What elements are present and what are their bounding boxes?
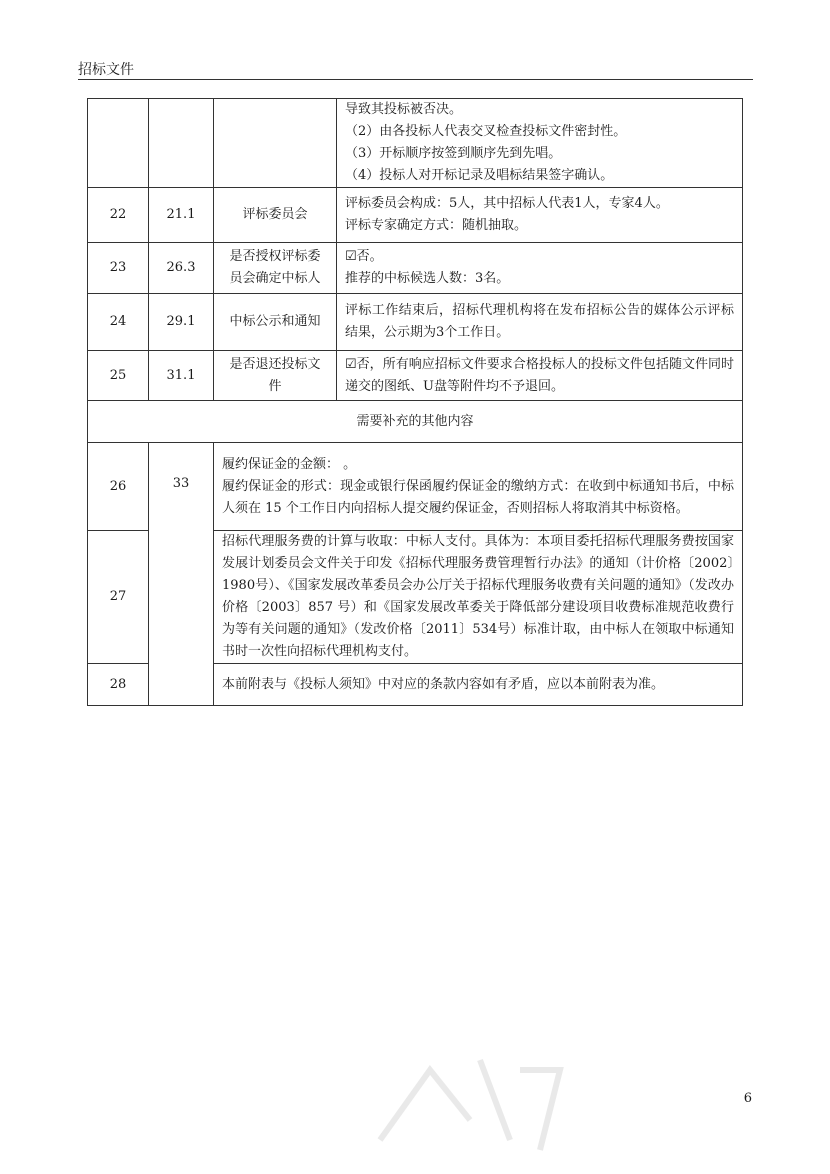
- item-content: 招标代理服务费的计算与收取：中标人支付。具体为：本项目委托招标代理服务费按国家发展计划委员会文件关于印发《招标代理服务费管理暂行办法》的通知（计价格〔2002〕1980号）、《国家发展改革委员会办公厅关于招标代理服务收费有关问题的通知》（发改办价格〔2003〕857 号）和《国家发展改革委关于降低部分建设项目收费标准规范收费行为等有关问题的通知》（发改价格〔2011〕534号）标准计取，由中标人在领取中标通知书时一次性向招标代理机构支付。: [214, 531, 743, 664]
- row-number: 27: [88, 531, 149, 664]
- table-row: [88, 188, 743, 243]
- item-name: 评标委员会: [214, 188, 337, 243]
- item-content: 本前附表与《投标人须知》中对应的条款内容如有矛盾，应以本前附表为准。: [214, 664, 743, 706]
- item-content: [337, 243, 743, 294]
- content-line: 推荐的中标候选人数：3名。: [345, 271, 510, 286]
- content-line: 评标专家确定方式：随机抽取。: [345, 218, 528, 233]
- header-rule: [78, 79, 753, 80]
- row-number: 28: [88, 664, 149, 706]
- table-row: [88, 443, 743, 531]
- document-header: 招标文件: [78, 62, 134, 78]
- content-line: 评标委员会构成：5人，其中招标人代表1人，专家4人。: [345, 196, 669, 211]
- content-line: （3）开标顺序按签到顺序先到先唱。: [345, 146, 562, 161]
- item-content: [214, 443, 743, 531]
- clause-number: 29.1: [149, 294, 214, 351]
- content-line: ☑否。: [345, 249, 383, 264]
- row-number: 23: [88, 243, 149, 294]
- item-content: [337, 188, 743, 243]
- content-line: 履约保证金的金额： 。: [222, 456, 357, 472]
- content-line: （4）投标人对开标记录及唱标结果签字确认。: [345, 168, 614, 183]
- table-row: [88, 243, 743, 294]
- row-number: 25: [88, 351, 149, 401]
- item-name-line: 是否授权评标委: [229, 249, 321, 264]
- content-line: 履约保证金的形式：现金或银行保函履约保证金的缴纳方式：在收到中标通知书后，中标人须在 15 个工作日内向招标人提交履约保证金，否则招标人将取消其中标资格。: [222, 478, 734, 516]
- tender-data-sheet-table: [87, 98, 743, 706]
- table-row: [88, 294, 743, 351]
- clause-number: 33: [149, 443, 214, 706]
- item-name-line: 件: [268, 378, 282, 394]
- row-number: 24: [88, 294, 149, 351]
- item-content: ☑否，所有响应招标文件要求合格投标人的投标文件包括随文件同时递交的图纸、U盘等附件均不予退回。: [337, 351, 743, 401]
- item-name-line: 是否退还投标文: [229, 356, 321, 372]
- clause-number: 21.1: [149, 188, 214, 243]
- item-content: [337, 99, 743, 188]
- item-content: 评标工作结束后，招标代理机构将在发布招标公告的媒体公示评标结果，公示期为3个工作日。: [337, 294, 743, 351]
- item-name-line: 员会确定中标人: [229, 271, 321, 286]
- item-name: [214, 243, 337, 294]
- section-header: 需要补充的其他内容: [88, 401, 743, 443]
- table-row: [88, 99, 743, 188]
- content-line: 导致其投标被否决。: [345, 102, 463, 117]
- item-name: [214, 351, 337, 401]
- section-header-row: [88, 401, 743, 443]
- row-number: [88, 99, 149, 188]
- clause-number: [149, 99, 214, 188]
- item-name: [214, 99, 337, 188]
- content-line: （2）由各投标人代表交叉检查投标文件密封性。: [345, 124, 627, 139]
- item-name: 中标公示和通知: [214, 294, 337, 351]
- watermark-stamp: [360, 1030, 580, 1170]
- clause-number: 26.3: [149, 243, 214, 294]
- row-number: 26: [88, 443, 149, 531]
- table-row: [88, 351, 743, 401]
- page-number: 6: [743, 1091, 752, 1106]
- row-number: 22: [88, 188, 149, 243]
- clause-number: 31.1: [149, 351, 214, 401]
